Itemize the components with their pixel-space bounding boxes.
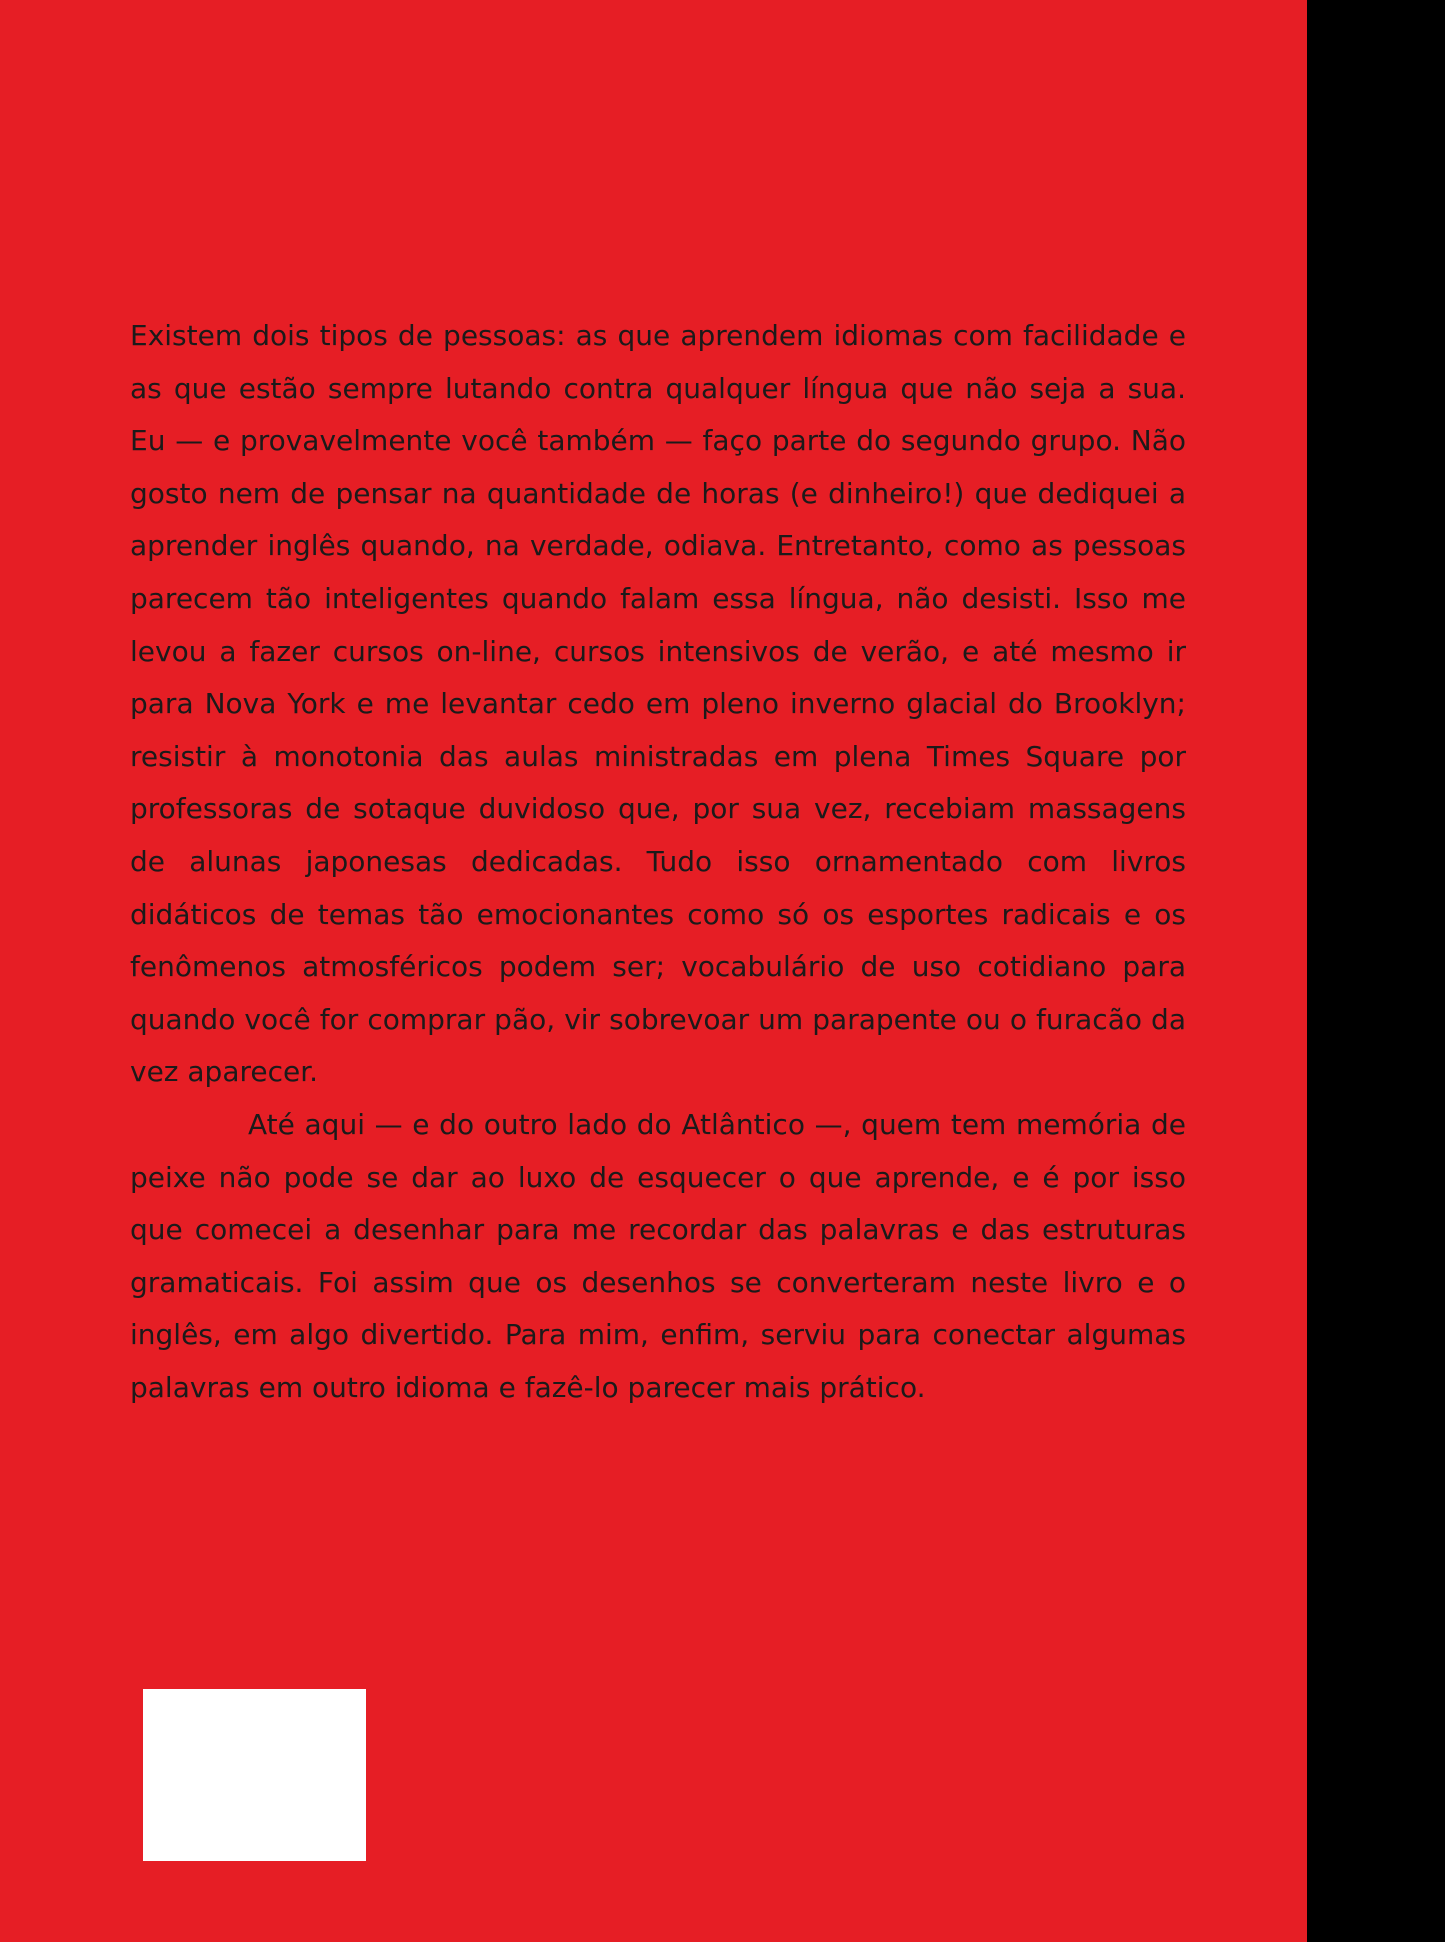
barcode-placeholder xyxy=(143,1689,366,1861)
spine-strip xyxy=(1307,0,1445,1942)
blurb-paragraph-1: Existem dois tipos de pessoas: as que aprendem idiomas com facilidade e as que estão sempre lutando contra qualquer língua que não seja a sua. Eu — e provavelmente você também — faço parte do segundo grupo. Não gosto nem de pensar na quantidade de horas (e dinheiro!) que dediquei a aprender inglês quando, na verdade, odiava. Entretanto, como as pessoas parecem tão inteligentes quando falam essa língua, não desisti. Isso me levou a fazer cursos on-line, cursos intensivos de verão, e até mesmo ir para Nova York e me levantar cedo em pleno inverno glacial do Brooklyn; resistir à monotonia das aulas ministradas em plena Times Square por professoras de sotaque duvidoso que, por sua vez, recebiam massagens de alunas japonesas dedicadas. Tudo isso ornamentado com livros didáticos de temas tão emocionantes como só os esportes radicais e os fenômenos atmosféricos podem ser; vocabulário de uso cotidiano para quando você for comprar pão, vir sobrevoar um parapente ou o furacão da vez aparecer. xyxy=(130,319,1186,1089)
blurb-paragraph-2: Até aqui — e do outro lado do Atlântico —, quem tem memória de peixe não pode se dar ao luxo de esquecer o que aprende, e é por isso que comecei a desenhar para me recordar das palavras e das estruturas gramaticais. Foi assim que os desenhos se converteram neste livro e o inglês, em algo divertido. Para mim, enfim, serviu para conectar algumas palavras em outro idioma e fazê-lo parecer mais prático. xyxy=(130,1107,1186,1404)
back-cover-blurb xyxy=(130,310,1186,1414)
